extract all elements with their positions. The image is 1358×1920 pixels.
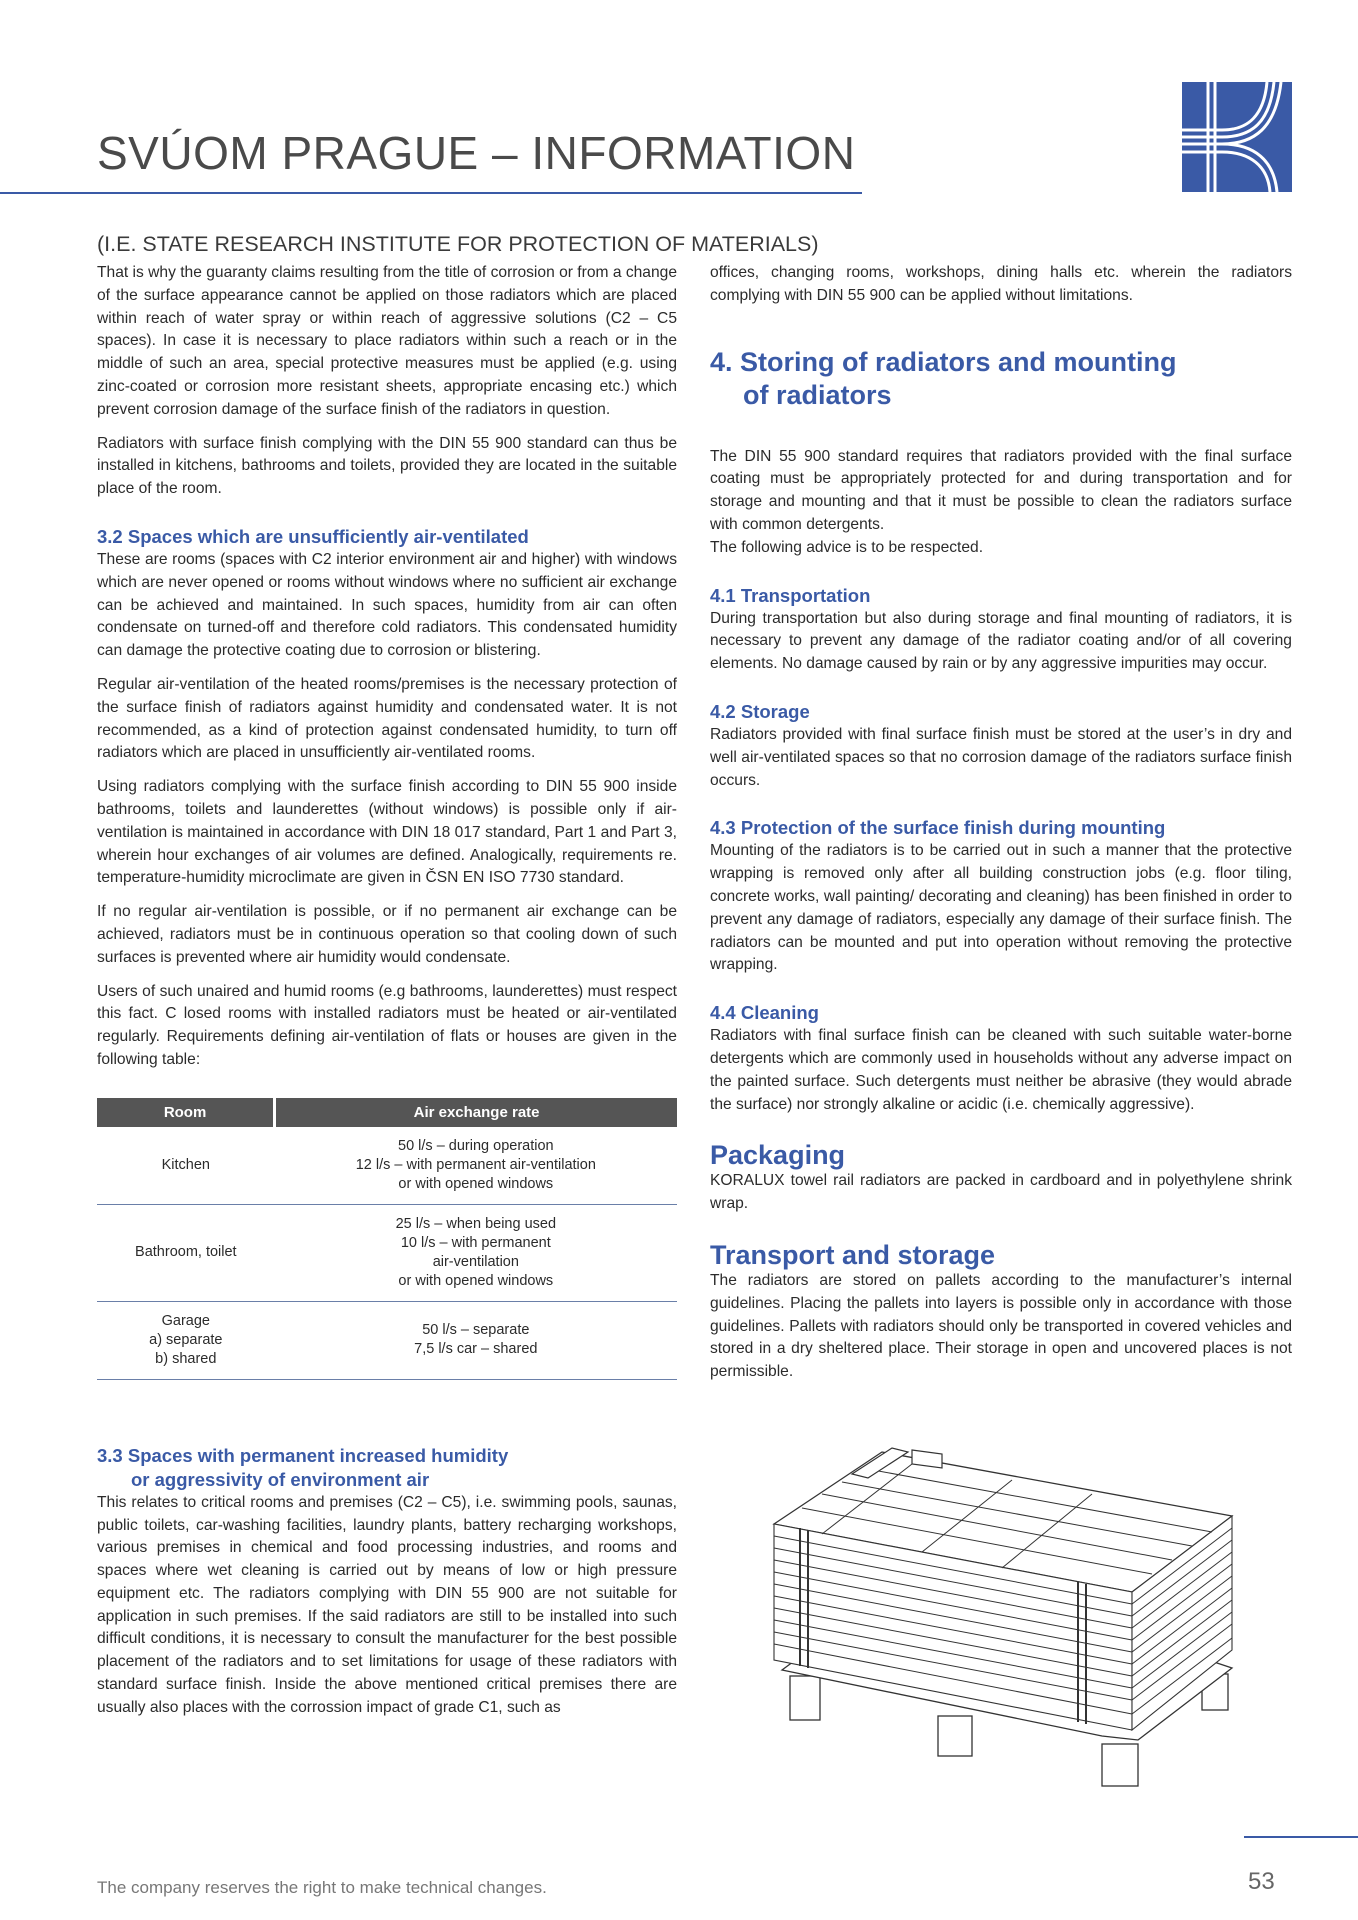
paragraph: If no regular air-ventilation is possible, or if no permanent air exchange can be achieved, radiators must be in continuous operation so that cooling down of such surfaces is prevented where air humidity would condensate. [97, 903, 677, 966]
room-cell: Garage a) separate b) shared [97, 1301, 275, 1379]
section-heading-4-2: 4.2 Storage [710, 700, 810, 722]
section-heading-3-2: 3.2 Spaces which are unsufficiently air-ventilated [97, 525, 529, 547]
section-heading-transport: Transport and storage [710, 1239, 996, 1270]
paragraph: The following advice is to be respected. [710, 538, 984, 556]
air-exchange-table [97, 1098, 677, 1380]
page-title: SVÚOM PRAGUE – INFORMATION [97, 127, 856, 179]
paragraph: These are rooms (spaces with C2 interior environment air and higher) with windows which are never opened or rooms without windows where no sufficient air exchange can be achieved and maintained. In such spaces, humidity from air can often condensate on turned-off and therefore cold radiators. This condensated humidity can damage the protective coating due to corrosion or blistering. [97, 550, 677, 660]
table-row [97, 1127, 677, 1205]
paragraph: Radiators provided with final surface finish must be stored at the user’s in dry and well air-ventilated spaces so that no corrosion damage of the radiators surface finish occurs. [710, 725, 1292, 789]
paragraph: Regular air-ventilation of the heated rooms/premises is the necessary protection of the surface finish of radiators against humidity and condensated water. It is not recommended, as a kind of protection against condensated humidity, to turn off radiators which are placed in unsufficiently air-ventilated rooms. [97, 675, 677, 762]
paragraph: offices, changing rooms, workshops, dining halls etc. wherein the radiators complying with DIN 55 900 can be applied without limitations. [710, 264, 1292, 304]
radiator-pallet-illustration-icon [762, 1444, 1242, 1792]
paragraph: The radiators are stored on pallets according to the manufacturer’s internal guidelines. Placing the pallets into layers is possible only in accordance with those guidelines. Pallets with radiators should only be transported in covered vehicles and stored in a dry sheltered place. Their storage in open and uncovered places is not permissible. [710, 1271, 1292, 1381]
rate-cell: 50 l/s – during operation 12 l/s – with permanent air-ventilation or with opened windows [275, 1127, 677, 1205]
section-heading-3-3: 3.3 Spaces with permanent increased humidity or aggressivity of environment air [97, 1444, 509, 1490]
paragraph: Radiators with surface finish complying with the DIN 55 900 standard can thus be installed in kitchens, bathrooms and toilets, provided they are located in the suitable place of the room. [97, 434, 677, 498]
rate-cell: 50 l/s – separate 7,5 l/s car – shared [275, 1301, 677, 1379]
paragraph: KORALUX towel rail radiators are packed in cardboard and in polyethylene shrink wrap. [710, 1172, 1292, 1213]
brand-logo-icon [1182, 82, 1292, 192]
paragraph: Users of such unaired and humid rooms (e.g bathrooms, launderettes) must respect this fact. C losed rooms with installed radiators must be heated or air-ventilated regularly. Requirements defining air-ventilation of flats or houses are given in the following table: [97, 982, 677, 1068]
page-number: 53 [1248, 1868, 1275, 1895]
paragraph: Mounting of the radiators is to be carried out in such a manner that the protective wrapping is removed only after all building construction jobs (e.g. floor tiling, concrete works, wall painting/ decorating and cleaning) has been finished in order to prevent any damage of radiators, especially any damage of their surface finish. The radiators can be mounted and put into operation without removing the protective wrapping. [710, 842, 1292, 974]
paragraph: This relates to critical rooms and premises (C2 – C5), i.e. swimming pools, saunas, public toilets, car-washing facilities, laundry plants, battery recharging workshops, various premises in chemical and food processing industries, and rooms and spaces where wet cleaning is carried out by means of low or high pressure equipment etc. The radiators complying with DIN 55 900 are not suitable for application in such premises. If the said radiators are still to be installed into such difficult conditions, it is necessary to consult the manufacturer for the best possible placement of the radiators and to set limitations for usage of these radiators with standard surface finish. Inside the above mentioned critical premises there are usually also places with the corrossion impact of grade C1, such as [97, 1493, 677, 1716]
room-cell: Kitchen [97, 1127, 275, 1205]
paragraph: The DIN 55 900 standard requires that radiators provided with the final surface coating must be appropriately protected for and during transportation and for storage and mounting and that it must be possible to clean the radiators surface with common detergents. [710, 447, 1292, 533]
section-heading-4-3: 4.3 Protection of the surface finish during mounting [710, 817, 1166, 839]
rate-cell: 25 l/s – when being used 10 l/s – with permanent air-ventilation or with opened windows [275, 1204, 677, 1301]
paragraph: That is why the guaranty claims resulting from the title of corrosion or from a change of the surface appearance cannot be applied on those radiators which are placed within reach of water spray or within reach of aggressive solutions (C2 – C5 spaces). In case it is necessary to place radiators within such a reach or in the middle of such an area, special protective measures must be applied (e.g. using zinc-coated or corrosion more resistant sheets, appropriate encasing etc.) which prevent corrosion damage of the surface finish of the radiators in question. [97, 264, 677, 418]
section-heading-4-1: 4.1 Transportation [710, 584, 871, 606]
table-row [97, 1204, 677, 1301]
paragraph: Using radiators complying with the surface finish according to DIN 55 900 inside bathrooms, toilets and launderettes (without windows) is possible only if air-ventilation is maintained in accordance with DIN 18 017 standard, Part 1 and Part 3, wherein hour exchanges of air volumes are defined. Analogically, requirements re. temperature-humidity microclimate are given in ČSN EN ISO 7730 standard. [97, 778, 677, 887]
left-column [97, 262, 677, 1731]
section-heading-4-4: 4.4 Cleaning [710, 1002, 819, 1024]
page-number-divider [1244, 1836, 1358, 1838]
table-row [97, 1301, 677, 1379]
table-header-row [97, 1098, 677, 1127]
title-divider [0, 192, 862, 194]
column-header-air-exchange-rate: Air exchange rate [275, 1098, 677, 1127]
page-subtitle: (I.E. STATE RESEARCH INSTITUTE FOR PROTECTION OF MATERIALS) [97, 232, 819, 256]
room-cell: Bathroom, toilet [97, 1204, 275, 1301]
paragraph: Radiators with final surface finish can be cleaned with such suitable water-borne detergents which are commonly used in households without any adverse impact on the painted surface. Such detergents must neither be abrasive (they would abrade the surface) nor strongly alkaline or acidic (i.e. chemically aggressive). [710, 1027, 1292, 1113]
paragraph: During transportation but also during storage and final mounting of radiators, it is necessary to prevent any damage of the radiator coating and/or of all covering elements. No damage caused by rain or by any aggressive impurities may occur. [710, 609, 1292, 673]
right-column [710, 262, 1292, 1395]
column-header-room: Room [97, 1098, 275, 1127]
section-heading-packaging: Packaging [710, 1140, 846, 1171]
section-heading-4: 4. Storing of radiators and mounting of radiators [710, 346, 1177, 410]
footer-disclaimer: The company reserves the right to make technical changes. [97, 1878, 547, 1897]
